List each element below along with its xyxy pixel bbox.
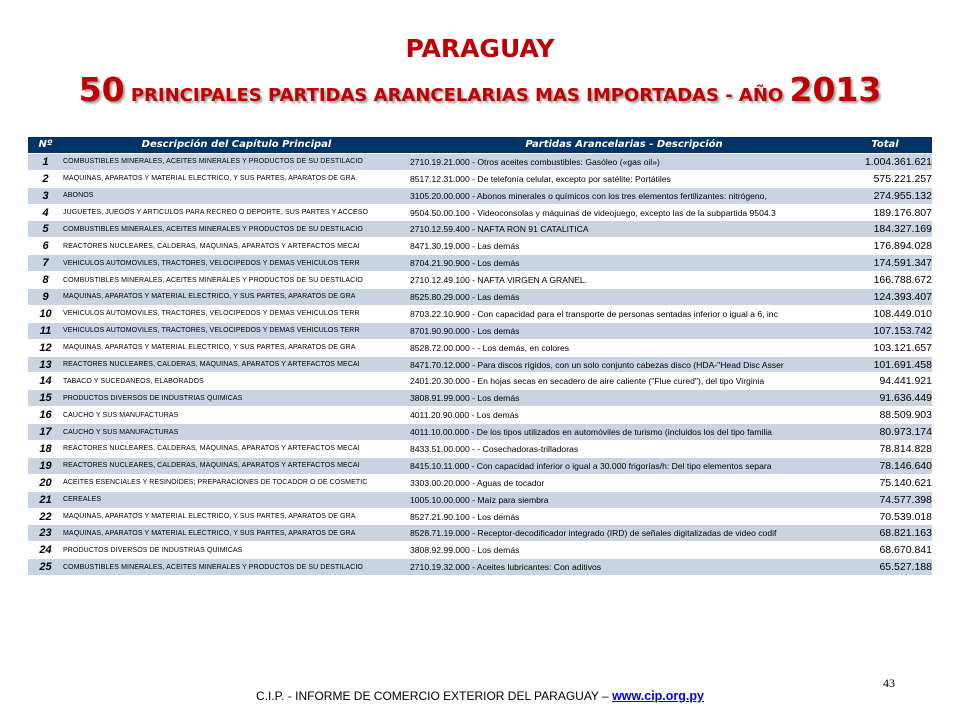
- page-subtitle: [0, 70, 960, 109]
- cell-num: 23: [28, 525, 63, 542]
- table-row: [28, 221, 932, 238]
- header-partida: Partidas Arancelarias - Descripción: [410, 137, 838, 153]
- cell-num: 21: [28, 491, 63, 508]
- table-row: [28, 441, 932, 458]
- imports-table: [28, 137, 932, 576]
- cell-num: 17: [28, 424, 63, 441]
- table-row: [28, 491, 932, 508]
- cell-num: 18: [28, 441, 63, 458]
- table-row: [28, 525, 932, 542]
- cell-total: 575.221.257: [838, 170, 932, 187]
- table-row: [28, 305, 932, 322]
- table-row: [28, 170, 932, 187]
- cell-partida: 2710.12.59.400 - NAFTA RON 91 CATALITICA: [410, 221, 838, 238]
- table-row: [28, 356, 932, 373]
- cell-total: 101.691.458: [838, 356, 932, 373]
- cell-capitulo: REACTORES NUCLEARES, CALDERAS, MAQUINAS, APARATOS Y ARTEFACTOS MECAI: [63, 238, 410, 255]
- cell-total: 78.146.640: [838, 457, 932, 474]
- table-row: [28, 424, 932, 441]
- cell-total: 88.509.903: [838, 407, 932, 424]
- cell-num: 5: [28, 221, 63, 238]
- cell-total: 94.441.921: [838, 373, 932, 390]
- table-row: [28, 559, 932, 576]
- cell-partida: 2401.20.30.000 - En hojas secas en secadero de aire caliente ("Flue cured"), del tipo Virginia: [410, 373, 838, 390]
- cell-partida: 4011.10.00.000 - De los tipos utilizados en automóviles de turismo (incluidos los del tipo familia: [410, 424, 838, 441]
- cell-total: 189.176.807: [838, 204, 932, 221]
- cell-partida: 8471.30.19.000 - Las demás: [410, 238, 838, 255]
- table-row: [28, 272, 932, 289]
- cell-partida: 8433.51.00.000 - - Cosechadoras-trilladoras: [410, 441, 838, 458]
- cell-capitulo: ACEITES ESENCIALES Y RESINOIDES; PREPARACIONES DE TOCADOR O DE COSMETIC: [63, 474, 410, 491]
- cell-num: 9: [28, 289, 63, 306]
- cell-capitulo: COMBUSTIBLES MINERALES, ACEITES MINERALES Y PRODUCTOS DE SU DESTILACIO: [63, 559, 410, 576]
- cell-total: 166.788.672: [838, 272, 932, 289]
- cell-partida: 8528.71.19.000 - Receptor-decodificador integrado (IRD) de señales digitalizadas de video codif: [410, 525, 838, 542]
- cell-num: 13: [28, 356, 63, 373]
- cell-capitulo: ABONOS: [63, 187, 410, 204]
- table-row: [28, 542, 932, 559]
- cell-num: 14: [28, 373, 63, 390]
- page-number: 43: [883, 676, 895, 690]
- cell-num: 16: [28, 407, 63, 424]
- footer-text: C.I.P. - INFORME DE COMERCIO EXTERIOR DEL PARAGUAY –: [256, 689, 613, 703]
- header-total: Total: [838, 137, 932, 153]
- cell-total: 274.955.132: [838, 187, 932, 204]
- cell-total: 176.894.028: [838, 238, 932, 255]
- subtitle-text: PRINCIPALES PARTIDAS ARANCELARIAS MAS IMPORTADAS - AÑO: [124, 85, 790, 106]
- cell-capitulo: TABACO Y SUCEDANEOS, ELABORADOS: [63, 373, 410, 390]
- cell-capitulo: VEHICULOS AUTOMOVILES, TRACTORES, VELOCIPEDOS Y DEMAS VEHICULOS TERR: [63, 255, 410, 272]
- cell-total: 1.004.361.621: [838, 153, 932, 170]
- cell-total: 74.577.398: [838, 491, 932, 508]
- cell-num: 7: [28, 255, 63, 272]
- cell-num: 4: [28, 204, 63, 221]
- cell-num: 12: [28, 339, 63, 356]
- footer: [0, 689, 960, 703]
- table-row: [28, 407, 932, 424]
- cell-partida: 2710.19.32.000 - Aceites lubricantes: Con aditivos: [410, 559, 838, 576]
- cell-capitulo: COMBUSTIBLES MINERALES, ACEITES MINERALES Y PRODUCTOS DE SU DESTILACIO: [63, 272, 410, 289]
- cell-num: 2: [28, 170, 63, 187]
- cell-partida: 8517.12.31.000 - De telefonía celular, excepto por satélite: Portátiles: [410, 170, 838, 187]
- cell-partida: 4011.20.90.000 - Los demás: [410, 407, 838, 424]
- cell-num: 6: [28, 238, 63, 255]
- table-row: [28, 508, 932, 525]
- cell-total: 91.636.449: [838, 390, 932, 407]
- cell-num: 25: [28, 559, 63, 576]
- cell-total: 65.527.188: [838, 559, 932, 576]
- cell-partida: 8525.80.29.000 - Las demás: [410, 289, 838, 306]
- cell-capitulo: MAQUINAS, APARATOS Y MATERIAL ELECTRICO, Y SUS PARTES, APARATOS DE GRA: [63, 289, 410, 306]
- cell-total: 174.591.347: [838, 255, 932, 272]
- cell-partida: 3808.92.99.000 - Los demás: [410, 542, 838, 559]
- table-row: [28, 153, 932, 170]
- cell-total: 78.814.828: [838, 441, 932, 458]
- cell-total: 103.121.657: [838, 339, 932, 356]
- cell-partida: 8528.72.00.000 - - Los demás, en colores: [410, 339, 838, 356]
- header-num: Nº: [28, 137, 63, 153]
- table-row: [28, 373, 932, 390]
- cell-capitulo: CAUCHO Y SUS MANUFACTURAS: [63, 424, 410, 441]
- table-row: [28, 339, 932, 356]
- cell-partida: 8704.21.90.900 - Los demás: [410, 255, 838, 272]
- cell-total: 107.153.742: [838, 322, 932, 339]
- cell-capitulo: COMBUSTIBLES MINERALES, ACEITES MINERALES Y PRODUCTOS DE SU DESTILACIO: [63, 153, 410, 170]
- cell-capitulo: VEHICULOS AUTOMOVILES, TRACTORES, VELOCIPEDOS Y DEMAS VEHICULOS TERR: [63, 305, 410, 322]
- table-row: [28, 390, 932, 407]
- cell-total: 80.973.174: [838, 424, 932, 441]
- table-row: [28, 187, 932, 204]
- cell-num: 8: [28, 272, 63, 289]
- cell-num: 22: [28, 508, 63, 525]
- table-row: [28, 238, 932, 255]
- cell-total: 108.449.010: [838, 305, 932, 322]
- cell-num: 11: [28, 322, 63, 339]
- cell-capitulo: MAQUINAS, APARATOS Y MATERIAL ELECTRICO, Y SUS PARTES, APARATOS DE GRA: [63, 170, 410, 187]
- cell-partida: 3808.91.99.000 - Los demás: [410, 390, 838, 407]
- cell-partida: 2710.19.21.000 - Otros aceites combustibles: Gasóleo («gas oil»): [410, 153, 838, 170]
- cell-partida: 8415.10.11.000 - Con capacidad inferior o igual a 30.000 frigorías/h: Del tipo elementos separa: [410, 457, 838, 474]
- cell-partida: 8471.70.12.000 - Para discos rígidos, con un solo conjunto cabezas disco (HDA-"Head Disc Asser: [410, 356, 838, 373]
- cell-total: 124.393.407: [838, 289, 932, 306]
- subtitle-number: 50: [78, 70, 125, 109]
- cell-num: 3: [28, 187, 63, 204]
- cell-capitulo: CEREALES: [63, 491, 410, 508]
- cell-partida: 8527.21.90.100 - Los demás: [410, 508, 838, 525]
- cell-capitulo: REACTORES NUCLEARES, CALDERAS, MAQUINAS, APARATOS Y ARTEFACTOS MECAI: [63, 356, 410, 373]
- table-row: [28, 289, 932, 306]
- table-row: [28, 322, 932, 339]
- cell-capitulo: REACTORES NUCLEARES, CALDERAS, MAQUINAS, APARATOS Y ARTEFACTOS MECAI: [63, 457, 410, 474]
- cell-partida: 2710.12.49.100 - NAFTA VIRGEN A GRANEL.: [410, 272, 838, 289]
- cell-partida: 3303.00.20.000 - Aguas de tocador: [410, 474, 838, 491]
- cell-capitulo: VEHICULOS AUTOMOVILES, TRACTORES, VELOCIPEDOS Y DEMAS VEHICULOS TERR: [63, 322, 410, 339]
- cell-num: 24: [28, 542, 63, 559]
- cell-num: 19: [28, 457, 63, 474]
- cell-num: 20: [28, 474, 63, 491]
- cell-partida: 3105.20.00.000 - Abonos minerales o químicos con los tres elementos fertilizantes: nitrógeno,: [410, 187, 838, 204]
- table-row: [28, 474, 932, 491]
- cell-capitulo: COMBUSTIBLES MINERALES, ACEITES MINERALES Y PRODUCTOS DE SU DESTILACIO: [63, 221, 410, 238]
- table-row: [28, 457, 932, 474]
- cell-capitulo: CAUCHO Y SUS MANUFACTURAS: [63, 407, 410, 424]
- cell-capitulo: PRODUCTOS DIVERSOS DE INDUSTRIAS QUIMICAS: [63, 542, 410, 559]
- cell-partida: 8701.90.90.000 - Los demás: [410, 322, 838, 339]
- cell-total: 68.821.163: [838, 525, 932, 542]
- cell-partida: 8703.22.10.900 - Con capacidad para el transporte de personas sentadas inferior o igual a 6, inc: [410, 305, 838, 322]
- cell-capitulo: MAQUINAS, APARATOS Y MATERIAL ELECTRICO, Y SUS PARTES, APARATOS DE GRA: [63, 508, 410, 525]
- header-capitulo: Descripción del Capítulo Principal: [63, 137, 410, 153]
- cell-capitulo: PRODUCTOS DIVERSOS DE INDUSTRIAS QUIMICAS: [63, 390, 410, 407]
- cell-capitulo: MAQUINAS, APARATOS Y MATERIAL ELECTRICO, Y SUS PARTES, APARATOS DE GRA: [63, 339, 410, 356]
- cell-capitulo: REACTORES NUCLEARES, CALDERAS, MAQUINAS, APARATOS Y ARTEFACTOS MECAI: [63, 441, 410, 458]
- cell-num: 15: [28, 390, 63, 407]
- cell-partida: 9504.50.00.100 - Videoconsolas y máquinas de videojuego, excepto las de la subpartida 9504.3: [410, 204, 838, 221]
- footer-link[interactable]: www.cip.org.py: [612, 689, 704, 703]
- cell-total: 68.670.841: [838, 542, 932, 559]
- cell-total: 184.327.169: [838, 221, 932, 238]
- cell-capitulo: JUGUETES, JUEGOS Y ARTICULOS PARA RECREO O DEPORTE, SUS PARTES Y ACCESO: [63, 204, 410, 221]
- cell-capitulo: MAQUINAS, APARATOS Y MATERIAL ELECTRICO, Y SUS PARTES, APARATOS DE GRA: [63, 525, 410, 542]
- cell-partida: 1005.10.00.000 - Maíz para siembra: [410, 491, 838, 508]
- cell-num: 10: [28, 305, 63, 322]
- table-header-row: [28, 137, 932, 153]
- table-row: [28, 204, 932, 221]
- subtitle-year: 2013: [789, 70, 882, 109]
- cell-total: 70.539.018: [838, 508, 932, 525]
- table-row: [28, 255, 932, 272]
- cell-num: 1: [28, 153, 63, 170]
- cell-total: 75.140.621: [838, 474, 932, 491]
- page-title: PARAGUAY: [405, 34, 555, 63]
